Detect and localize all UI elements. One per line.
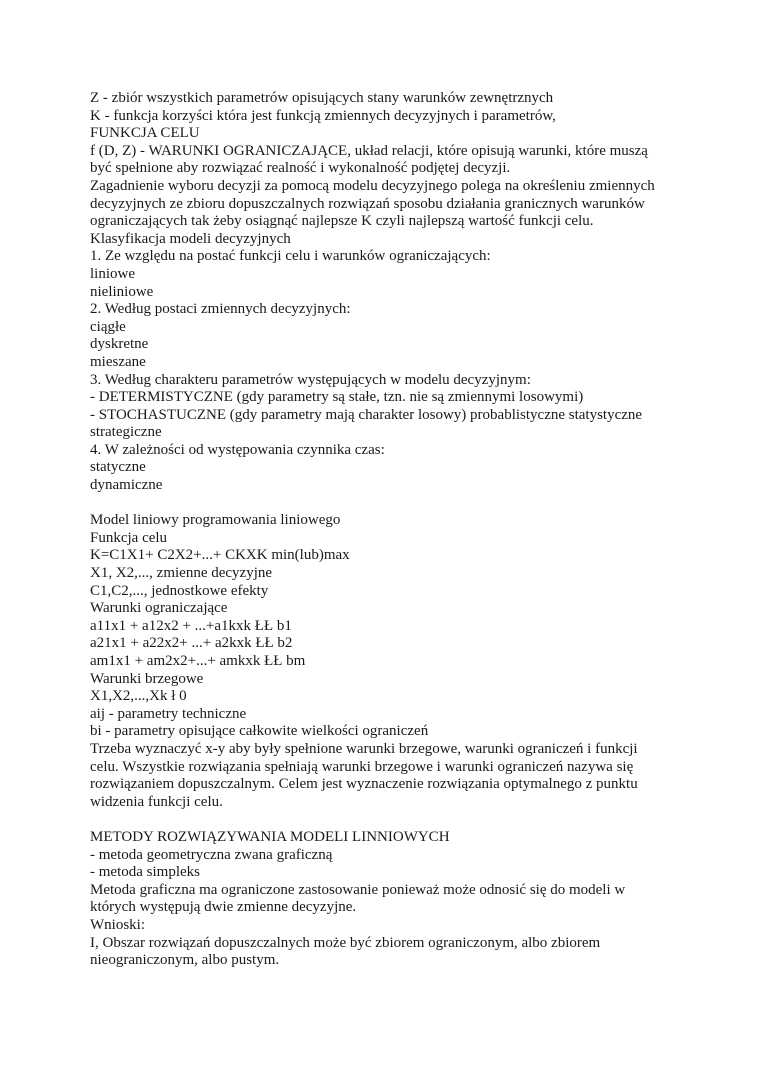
text-line: Metoda graficzna ma ograniczone zastosowanie ponieważ może odnosić się do modeli w bbox=[90, 881, 626, 898]
list-item: - DETERMISTYCZNE (gdy parametry są stałe, tzn. nie są zmiennymi losowymi) bbox=[90, 389, 584, 406]
blank-line bbox=[90, 495, 680, 513]
list-item: nieliniowe bbox=[90, 283, 154, 300]
text-line: Warunki ograniczające bbox=[90, 600, 228, 617]
text-line: nieograniczonym, albo pustym. bbox=[90, 952, 280, 969]
list-item: strategiczne bbox=[90, 424, 162, 441]
text-line: być spełnione aby rozwiązać realność i wykonalność podjętej decyzji. bbox=[90, 160, 511, 177]
list-item: - metoda geometryczna zwana graficzną bbox=[90, 846, 333, 863]
text-line: rozwiązaniem dopuszczalnym. Celem jest wyznaczenie rozwiązania optymalnego z punktu bbox=[90, 776, 638, 793]
text-line: Zagadnienie wyboru decyzji za pomocą modelu decyzyjnego polega na określeniu zmiennych bbox=[90, 177, 655, 194]
text-line: f (D, Z) - WARUNKI OGRANICZAJĄCE, układ relacji, które opisują warunki, które muszą bbox=[90, 142, 648, 159]
formula-line: a21x1 + a22x2+ ...+ a2kxk ŁŁ b2 bbox=[90, 635, 293, 652]
section-heading: METODY ROZWIĄZYWANIA MODELI LINNIOWYCH bbox=[90, 828, 450, 845]
text-line: bi - parametry opisujące całkowite wielkości ograniczeń bbox=[90, 723, 429, 740]
text-line: C1,C2,..., jednostkowe efekty bbox=[90, 582, 269, 599]
formula-line: am1x1 + am2x2+...+ amkxk ŁŁ bm bbox=[90, 653, 306, 669]
list-item: ciągłe bbox=[90, 318, 126, 335]
text-line: ograniczających tak żeby osiągnąć najlepsze K czyli najlepszą wartość funkcji celu. bbox=[90, 213, 594, 230]
blank-line bbox=[90, 811, 680, 829]
list-item: - STOCHASTUCZNE (gdy parametry mają charakter losowy) probablistyczne statystyczne bbox=[90, 406, 643, 423]
list-item: - metoda simpleks bbox=[90, 864, 200, 881]
text-line: Funkcja celu bbox=[90, 529, 168, 546]
text-line: 3. Według charakteru parametrów występujących w modelu decyzyjnym: bbox=[90, 371, 531, 388]
section-heading: Model liniowy programowania liniowego bbox=[90, 512, 341, 529]
formula-line: K=C1X1+ C2X2+...+ CKXK min(lub)max bbox=[90, 547, 350, 564]
text-line: 2. Według postaci zmiennych decyzyjnych: bbox=[90, 301, 351, 318]
list-item: liniowe bbox=[90, 265, 135, 282]
text-line: Z - zbiór wszystkich parametrów opisujących stany warunków zewnętrznych bbox=[90, 90, 554, 106]
list-item: mieszane bbox=[90, 353, 146, 370]
text-line: K - funkcja korzyści która jest funkcją zmiennych decyzyjnych i parametrów, bbox=[90, 107, 556, 124]
text-line: 1. Ze względu na postać funkcji celu i warunków ograniczających: bbox=[90, 248, 491, 265]
formula-line: a11x1 + a12x2 + ...+a1kxk ŁŁ b1 bbox=[90, 617, 292, 634]
text-line: 4. W zależności od występowania czynnika czas: bbox=[90, 441, 385, 458]
text-line: decyzyjnych ze zbioru dopuszczalnych rozwiązań sposobu działania granicznych warunków bbox=[90, 195, 645, 212]
text-line: FUNKCJA CELU bbox=[90, 125, 200, 142]
list-item: dynamiczne bbox=[90, 477, 163, 494]
text-line: Warunki brzegowe bbox=[90, 670, 204, 687]
section-heading: Klasyfikacja modeli decyzyjnych bbox=[90, 230, 291, 247]
text-line: których występują dwie zmienne decyzyjne. bbox=[90, 899, 357, 916]
document-page bbox=[90, 90, 680, 970]
formula-line: X1,X2,...,Xk ł 0 bbox=[90, 688, 187, 705]
list-item: dyskretne bbox=[90, 336, 149, 353]
text-line: aij - parametry techniczne bbox=[90, 705, 247, 722]
text-line: I, Obszar rozwiązań dopuszczalnych może być zbiorem ograniczonym, albo zbiorem bbox=[90, 934, 601, 951]
text-line: celu. Wszystkie rozwiązania spełniają warunki brzegowe i warunki ograniczeń nazywa się bbox=[90, 758, 634, 775]
text-line: X1, X2,..., zmienne decyzyjne bbox=[90, 565, 273, 582]
text-line: widzenia funkcji celu. bbox=[90, 793, 223, 810]
list-item: statyczne bbox=[90, 459, 146, 476]
text-line: Wnioski: bbox=[90, 916, 145, 933]
text-line: Trzeba wyznaczyć x-y aby były spełnione warunki brzegowe, warunki ograniczeń i funkcji bbox=[90, 740, 638, 757]
